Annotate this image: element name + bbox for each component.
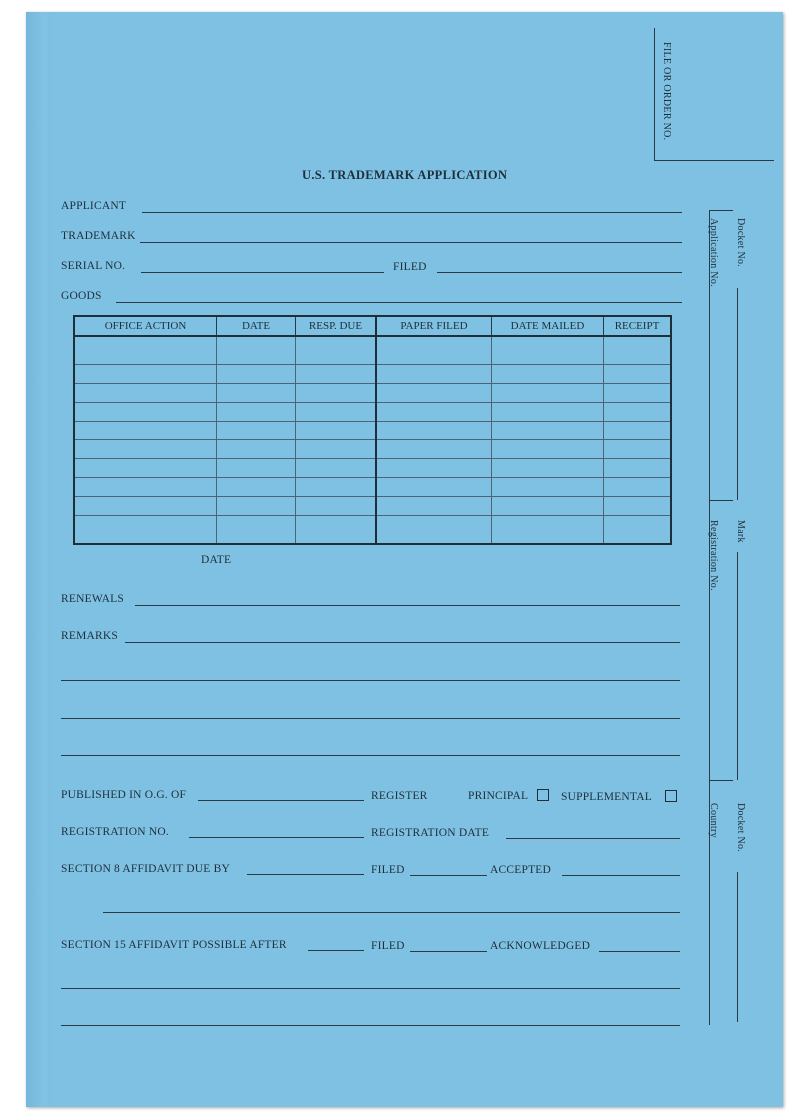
section15-filed-line[interactable] (410, 951, 487, 952)
side-docket-line-2 (737, 872, 738, 1022)
table-cell[interactable] (376, 336, 492, 364)
remarks-line-4[interactable] (61, 755, 680, 756)
side-mark: Mark (735, 520, 746, 543)
table-cell[interactable] (217, 336, 296, 364)
side-registration-no: Registration No. (708, 520, 719, 591)
table-row (74, 440, 671, 459)
table-cell[interactable] (604, 383, 672, 402)
table-cell[interactable] (296, 440, 377, 459)
table-cell[interactable] (492, 440, 604, 459)
trademark-label: TRADEMARK (61, 230, 136, 242)
remarks-line-2[interactable] (61, 680, 680, 681)
table-cell[interactable] (296, 516, 377, 544)
section8-filed-label: FILED (371, 864, 405, 876)
table-cell[interactable] (376, 364, 492, 383)
table-cell[interactable] (376, 478, 492, 497)
table-cell[interactable] (217, 421, 296, 440)
table-cell[interactable] (492, 478, 604, 497)
remarks-line-1[interactable] (125, 642, 680, 643)
table-cell[interactable] (74, 421, 217, 440)
table-cell[interactable] (217, 383, 296, 402)
acknowledged-line[interactable] (599, 951, 680, 952)
table-cell[interactable] (74, 459, 217, 478)
col-office-action: OFFICE ACTION (74, 316, 217, 336)
table-cell[interactable] (604, 478, 672, 497)
table-cell[interactable] (376, 440, 492, 459)
table-cell[interactable] (296, 402, 377, 421)
table-row (74, 478, 671, 497)
table-cell[interactable] (217, 516, 296, 544)
filed-label: FILED (393, 261, 427, 273)
table-cell[interactable] (492, 336, 604, 364)
table-row (74, 421, 671, 440)
table-cell[interactable] (604, 440, 672, 459)
published-line[interactable] (198, 800, 364, 801)
accepted-label: ACCEPTED (490, 864, 552, 876)
table-row (74, 336, 671, 364)
registration-no-label: REGISTRATION NO. (61, 826, 169, 838)
table-cell[interactable] (296, 383, 377, 402)
applicant-label: APPLICANT (61, 200, 127, 212)
applicant-line[interactable] (142, 212, 682, 213)
table-row (74, 516, 671, 544)
table-cell[interactable] (74, 383, 217, 402)
serial-no-label: SERIAL NO. (61, 260, 126, 272)
table-cell[interactable] (604, 421, 672, 440)
table-cell[interactable] (296, 421, 377, 440)
side-docket-no-2: Docket No. (735, 803, 746, 853)
table-header-row (74, 316, 671, 336)
table-cell[interactable] (492, 402, 604, 421)
principal-label: PRINCIPAL (468, 790, 529, 802)
table-cell[interactable] (296, 364, 377, 383)
section8-filed-line[interactable] (410, 875, 487, 876)
table-cell[interactable] (217, 459, 296, 478)
table-cell[interactable] (492, 364, 604, 383)
supplemental-label: SUPPLEMENTAL (561, 791, 652, 803)
table-cell[interactable] (376, 497, 492, 516)
section15-extra-line-2[interactable] (61, 1025, 680, 1026)
accepted-line[interactable] (562, 875, 680, 876)
table-cell[interactable] (296, 497, 377, 516)
section8-extra-line[interactable] (103, 912, 680, 913)
remarks-label: REMARKS (61, 630, 118, 642)
registration-date-label: REGISTRATION DATE (371, 827, 490, 839)
side-tab-outer-line (709, 210, 710, 1025)
table-cell[interactable] (74, 364, 217, 383)
side-docket-line-1 (737, 288, 738, 500)
col-resp-due: RESP. DUE (296, 316, 377, 336)
table-cell[interactable] (376, 402, 492, 421)
section8-label: SECTION 8 AFFIDAVIT DUE BY (61, 863, 230, 875)
col-paper-filed: PAPER FILED (376, 316, 492, 336)
table-row (74, 402, 671, 421)
side-mark-line (737, 552, 738, 780)
date-label: DATE (201, 554, 232, 566)
published-label: PUBLISHED IN O.G. OF (61, 789, 187, 801)
side-tab-divider-1 (709, 210, 733, 211)
table-cell[interactable] (376, 383, 492, 402)
table-cell[interactable] (492, 516, 604, 544)
table-cell[interactable] (74, 440, 217, 459)
table-cell[interactable] (604, 402, 672, 421)
office-action-table (73, 315, 672, 545)
table-cell[interactable] (296, 478, 377, 497)
col-date-mailed: DATE MAILED (492, 316, 604, 336)
table-cell[interactable] (492, 383, 604, 402)
table-cell[interactable] (376, 516, 492, 544)
section15-filed-label: FILED (371, 940, 405, 952)
registration-date-line[interactable] (506, 838, 680, 839)
table-row (74, 364, 671, 383)
side-application-no: Application No. (708, 218, 719, 287)
table-cell[interactable] (604, 516, 672, 544)
renewals-label: RENEWALS (61, 593, 124, 605)
remarks-line-3[interactable] (61, 718, 680, 719)
registration-no-line[interactable] (189, 837, 364, 838)
table-row (74, 497, 671, 516)
file-box-left-line (654, 28, 655, 160)
table-cell[interactable] (296, 336, 377, 364)
file-or-order-label: FILE OR ORDER NO. (661, 42, 672, 141)
table-cell[interactable] (74, 497, 217, 516)
table-cell[interactable] (604, 459, 672, 478)
table-cell[interactable] (604, 364, 672, 383)
table-cell[interactable] (604, 336, 672, 364)
principal-checkbox[interactable] (537, 789, 549, 801)
section8-line[interactable] (247, 874, 364, 875)
table-cell[interactable] (74, 478, 217, 497)
section15-label: SECTION 15 AFFIDAVIT POSSIBLE AFTER (61, 939, 287, 951)
form-title: U.S. TRADEMARK APPLICATION (302, 168, 508, 182)
table-cell[interactable] (74, 402, 217, 421)
table-cell[interactable] (492, 421, 604, 440)
supplemental-checkbox[interactable] (665, 790, 677, 802)
section15-line[interactable] (308, 950, 364, 951)
renewals-line[interactable] (135, 605, 680, 606)
table-cell[interactable] (217, 478, 296, 497)
col-receipt: RECEIPT (604, 316, 672, 336)
filed-line[interactable] (437, 272, 682, 273)
table-cell[interactable] (217, 402, 296, 421)
table-cell[interactable] (217, 497, 296, 516)
table-body (74, 336, 671, 544)
table-cell[interactable] (296, 459, 377, 478)
folder-spine (26, 12, 52, 1107)
table-cell[interactable] (74, 336, 217, 364)
side-tab-divider-3 (709, 780, 733, 781)
table-row (74, 383, 671, 402)
side-docket-no-1: Docket No. (735, 218, 746, 268)
goods-label: GOODS (61, 290, 102, 302)
table-cell[interactable] (604, 497, 672, 516)
table-cell[interactable] (74, 516, 217, 544)
table-cell[interactable] (217, 440, 296, 459)
register-label: REGISTER (371, 790, 428, 802)
col-date: DATE (217, 316, 296, 336)
side-tab-divider-2 (709, 500, 733, 501)
trademark-line[interactable] (140, 242, 682, 243)
table-cell[interactable] (492, 459, 604, 478)
section15-extra-line-1[interactable] (61, 988, 680, 989)
table-cell[interactable] (376, 421, 492, 440)
table-cell[interactable] (492, 497, 604, 516)
side-country: Country (708, 803, 719, 838)
file-box-bottom-line (654, 160, 774, 161)
table-row (74, 459, 671, 478)
acknowledged-label: ACKNOWLEDGED (490, 940, 591, 952)
table-cell[interactable] (217, 364, 296, 383)
table-cell[interactable] (376, 459, 492, 478)
goods-line[interactable] (116, 302, 682, 303)
serial-no-line[interactable] (141, 272, 384, 273)
